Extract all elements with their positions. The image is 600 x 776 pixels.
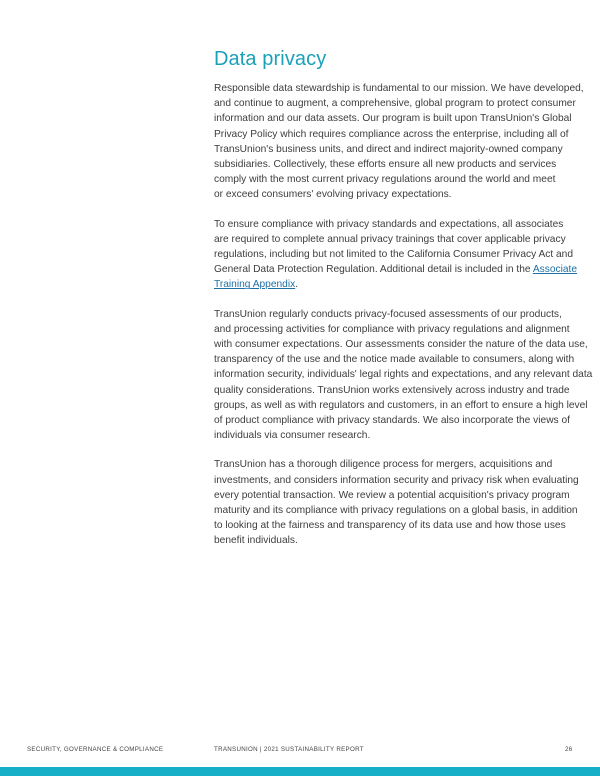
text-line: regulations, including but not limited to the California Consumer Privacy Act and	[214, 249, 574, 261]
text-line: and processing activities for compliance with privacy regulations and alignment	[214, 323, 570, 335]
text-line: and continue to augment, a comprehensive, global program to protect consumer	[214, 98, 576, 110]
text-line: or exceed consumers' evolving privacy expectations.	[214, 189, 452, 201]
text-line: Responsible data stewardship is fundamental to our mission. We have developed,	[214, 83, 584, 94]
associate-training-appendix-link[interactable]: Associate	[532, 264, 578, 276]
text-line: benefit individuals.	[214, 535, 298, 547]
text-line: are required to complete annual privacy trainings that cover applicable privacy	[214, 233, 566, 245]
text-line: information security, individuals' legal rights and expectations, and any relevant data	[214, 369, 593, 381]
text-line	[214, 262, 578, 277]
text-line	[214, 277, 574, 292]
text-line: information and our data assets. Our program is built upon TransUnion's Global	[214, 113, 572, 125]
paragraph-training	[214, 217, 578, 293]
text-line: TransUnion's business units, and direct and indirect majority-owned company	[214, 143, 563, 155]
paragraph-stewardship	[214, 81, 584, 203]
footer-section-label: SECURITY, GOVERNANCE & COMPLIANCE	[27, 746, 164, 753]
paragraph-diligence	[214, 457, 579, 548]
page-number: 26	[565, 746, 573, 753]
paragraph-assessments	[214, 307, 593, 444]
text-line: TransUnion has a thorough diligence process for mergers, acquisitions and	[214, 459, 553, 471]
text-line: quality considerations. TransUnion works extensively across industry and trade	[214, 384, 570, 396]
text-line: of product compliance with privacy standards. We also incorporate the views of	[214, 415, 570, 427]
text-line: maturity and its compliance with privacy regulations on a global basis, in addition	[214, 505, 578, 517]
text-line: groups, as well as with regulators and customers, in an effort to ensure a high level	[214, 399, 588, 411]
text-line: with consumer expectations. Our assessments consider the nature of the data use,	[214, 339, 588, 351]
bottom-accent-bar	[0, 767, 600, 776]
text-line: comply with the most current privacy regulations around the world and meet	[214, 174, 556, 186]
text-line: individuals via consumer research.	[214, 430, 371, 442]
footer-report-title: TRANSUNION | 2021 SUSTAINABILITY REPORT	[214, 746, 364, 753]
text-line: To ensure compliance with privacy standards and expectations, all associates	[214, 218, 564, 230]
text-line: every potential transaction. We review a potential acquisition's privacy program	[214, 489, 570, 501]
text-line: transparency of the use and the notice made available to consumers, along with	[214, 354, 575, 366]
text-line: TransUnion regularly conducts privacy-focused assessments of our products,	[214, 308, 562, 320]
text-fragment: .	[295, 279, 299, 291]
text-fragment: General Data Protection Regulation. Additional detail is included in the	[214, 264, 533, 276]
text-line: investments, and considers information security and privacy risk when evaluating	[214, 474, 579, 486]
text-line: Privacy Policy which requires compliance across the enterprise, including all of	[214, 128, 569, 140]
main-content	[214, 48, 593, 563]
associate-training-appendix-link-continued[interactable]: Training Appendix	[214, 279, 296, 291]
text-line: to looking at the fairness and transparency of its data use and how those uses	[214, 520, 566, 532]
section-heading: Data privacy	[214, 48, 327, 70]
text-line: subsidiaries. Collectively, these efforts ensure all new products and services	[214, 159, 557, 171]
